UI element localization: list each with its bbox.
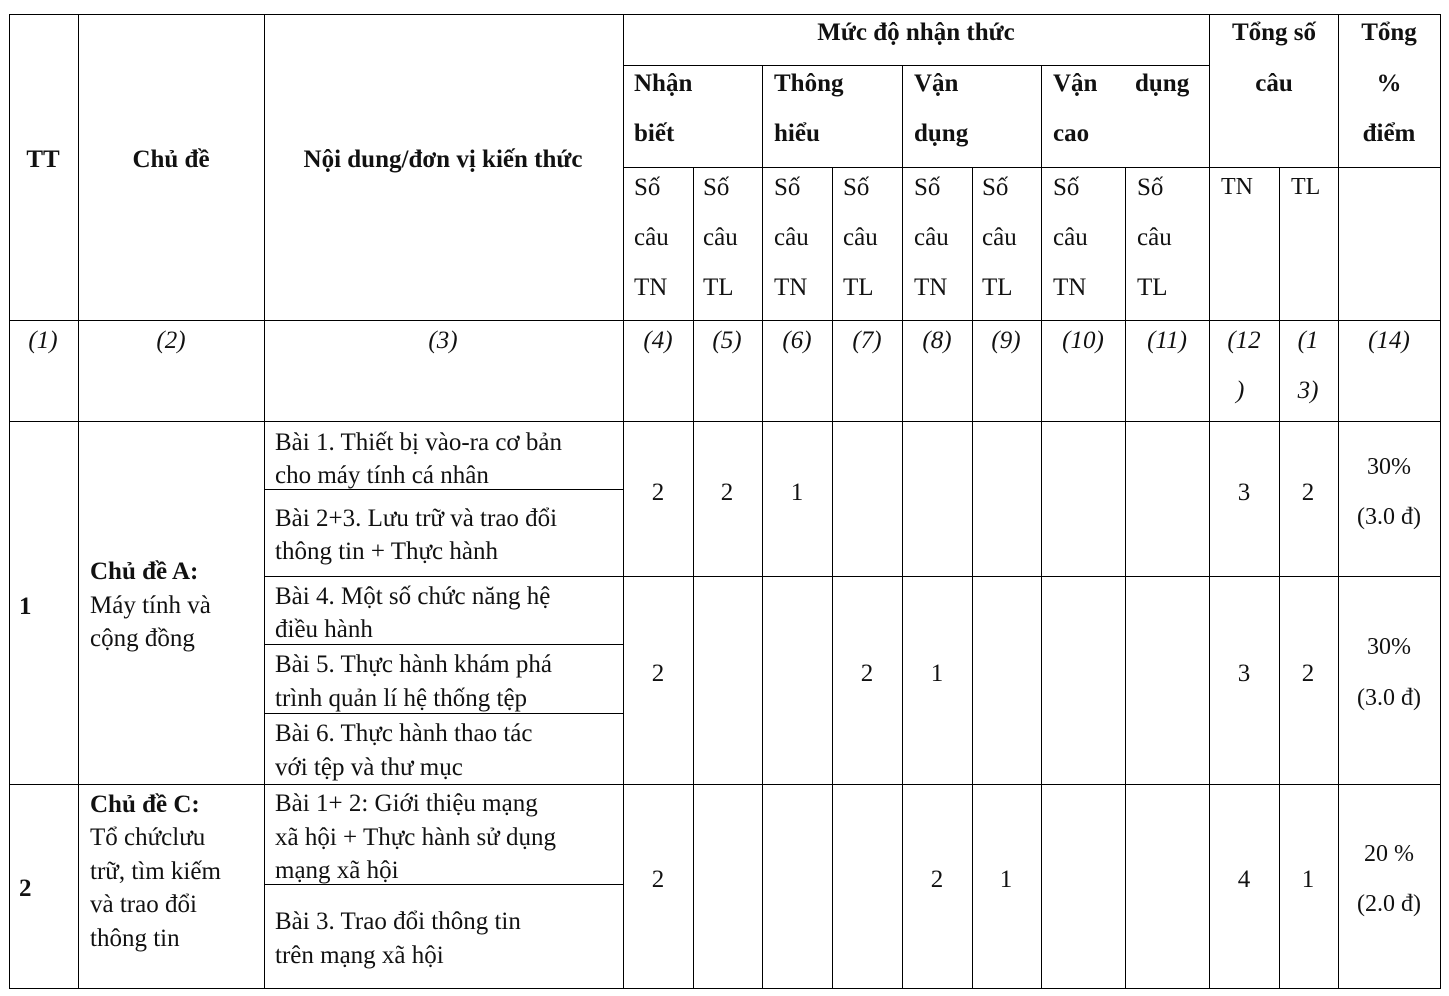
header-chu-de: Chủ đề: [132, 146, 210, 173]
lesson-line: điều hành: [275, 616, 373, 643]
topic-line: Máy tính và: [90, 592, 211, 619]
sub-vd-tl-3: TL: [982, 274, 1013, 301]
col-number: 3): [1297, 377, 1319, 404]
cell-points: (3.0 đ): [1357, 504, 1421, 530]
sub-vdc-tl-1: Số: [1137, 174, 1164, 201]
lesson-line: Bài 1+ 2: Giới thiệu mạng: [275, 790, 538, 817]
level-van-dung-cao-2: dụng: [1135, 70, 1190, 97]
topic-line: thông tin: [90, 925, 180, 952]
col-number: (12: [1227, 327, 1261, 354]
grid-line: [264, 884, 623, 885]
header-tong-pct-1: Tổng: [1361, 19, 1417, 46]
cell-value: 1: [930, 660, 944, 687]
header-tt: TT: [26, 146, 60, 173]
cell-value: 2: [651, 660, 665, 687]
grid-line: [264, 14, 265, 989]
sub-th-tn-2: câu: [774, 224, 809, 251]
level-nhan-biet-2: biết: [634, 120, 675, 147]
level-van-dung-2: dụng: [914, 120, 969, 147]
col-number: (1): [28, 327, 58, 354]
topic-line: trữ, tìm kiếm: [90, 858, 221, 885]
sub-nb-tn-3: TN: [634, 274, 668, 301]
cell-value: 3: [1237, 660, 1251, 687]
cell-percent: 30%: [1367, 634, 1411, 660]
header-tong-pct-2: %: [1376, 70, 1402, 97]
header-tong-pct-3: điểm: [1362, 120, 1416, 147]
cell-value: 3: [1237, 479, 1251, 506]
col-number: (11): [1147, 327, 1187, 354]
topic-title: Chủ đề C:: [90, 791, 200, 818]
lesson-line: Bài 6. Thực hành thao tác: [275, 720, 533, 747]
sub-nb-tn-2: câu: [634, 224, 669, 251]
grid-line: [1125, 167, 1126, 989]
level-nhan-biet-1: Nhận: [634, 70, 693, 97]
cell-value: 2: [1301, 479, 1315, 506]
sub-th-tn-1: Số: [774, 174, 801, 201]
cell-value: 2: [930, 866, 944, 893]
col-number: (7): [852, 327, 882, 354]
cell-value: 1: [999, 866, 1013, 893]
header-tong-so-cau-1: Tổng số: [1231, 19, 1317, 46]
level-thong-hieu-2: hiểu: [774, 120, 820, 147]
cell-value: 1: [790, 479, 804, 506]
sub-vdc-tn-3: TN: [1053, 274, 1087, 301]
lesson-line: trên mạng xã hội: [275, 942, 444, 969]
topic-title: Chủ đề A:: [90, 558, 199, 585]
lesson-line: xã hội + Thực hành sử dụng: [275, 824, 556, 851]
row-tt: 1: [19, 593, 32, 620]
grid-line: [623, 14, 624, 989]
sub-th-tn-3: TN: [774, 274, 808, 301]
level-van-dung-cao-3: cao: [1053, 120, 1090, 147]
col-number: (10): [1062, 327, 1104, 354]
grid-line: [9, 320, 1440, 321]
cell-points: (3.0 đ): [1357, 685, 1421, 711]
lesson-line: Bài 4. Một số chức năng hệ: [275, 583, 551, 610]
lesson-line: Bài 2+3. Lưu trữ và trao đổi: [275, 505, 558, 532]
cell-value: 2: [1301, 660, 1315, 687]
grid-line: [972, 167, 973, 989]
grid-line: [264, 713, 623, 714]
col-number: (6): [782, 327, 812, 354]
sub-th-tl-1: Số: [843, 174, 870, 201]
grid-line: [9, 784, 1440, 785]
lesson-line: trình quản lí hệ thống tệp: [275, 685, 528, 712]
col-number: (8): [922, 327, 952, 354]
grid-line: [623, 167, 1440, 168]
sub-vdc-tn-1: Số: [1053, 174, 1080, 201]
grid-line: [1440, 14, 1441, 989]
col-number: (4): [643, 327, 673, 354]
level-thong-hieu-1: Thông: [774, 70, 844, 97]
grid-line: [264, 576, 1440, 577]
header-muc-do: Mức độ nhận thức: [817, 19, 1015, 46]
lesson-line: Bài 1. Thiết bị vào-ra cơ bản: [275, 429, 562, 456]
grid-line: [693, 167, 694, 989]
lesson-line: Bài 3. Trao đổi thông tin: [275, 908, 521, 935]
sub-th-tl-2: câu: [843, 224, 878, 251]
sub-nb-tn-1: Số: [634, 174, 661, 201]
sub-vd-tl-2: câu: [982, 224, 1017, 251]
cell-value: 2: [651, 866, 665, 893]
sub-th-tl-3: TL: [843, 274, 874, 301]
sub-vd-tn-3: TN: [914, 274, 948, 301]
grid-line: [902, 65, 903, 989]
cell-value: 2: [651, 479, 665, 506]
grid-line: [623, 65, 1209, 66]
level-van-dung-1: Vận: [914, 70, 959, 97]
header-noi-dung: Nội dung/đơn vị kiến thức: [303, 146, 583, 173]
grid-line: [264, 644, 623, 645]
col-number: ): [1236, 377, 1245, 404]
grid-line: [1209, 14, 1210, 989]
col-number: (1: [1297, 327, 1319, 354]
grid-line: [264, 489, 623, 490]
cell-value: 2: [860, 660, 874, 687]
lesson-line: cho máy tính cá nhân: [275, 462, 489, 489]
sub-vdc-tn-2: câu: [1053, 224, 1088, 251]
sub-vd-tn-2: câu: [914, 224, 949, 251]
level-van-dung-cao-1: Vận: [1053, 70, 1098, 97]
cell-value: 2: [720, 479, 734, 506]
col-number: (2): [156, 327, 186, 354]
sub-vd-tn-1: Số: [914, 174, 941, 201]
grid-line: [9, 988, 1440, 989]
grid-line: [1279, 167, 1280, 989]
sub-nb-tl-3: TL: [703, 274, 734, 301]
grid-line: [9, 14, 1440, 15]
topic-line: Tổ chứclưu: [90, 824, 206, 851]
sub-nb-tl-2: câu: [703, 224, 738, 251]
grid-line: [78, 14, 79, 989]
topic-line: và trao đổi: [90, 891, 197, 918]
header-tong-so-cau-2: câu: [1255, 70, 1293, 97]
lesson-line: với tệp và thư mục: [275, 754, 463, 781]
sub-vd-tl-1: Số: [982, 174, 1009, 201]
cell-value: 4: [1237, 866, 1251, 893]
lesson-line: mạng xã hội: [275, 857, 399, 884]
col-number: (5): [712, 327, 742, 354]
lesson-line: Bài 5. Thực hành khám phá: [275, 651, 552, 678]
row-tt: 2: [19, 875, 32, 902]
grid-line: [832, 167, 833, 989]
grid-line: [1041, 65, 1042, 989]
sub-vdc-tl-3: TL: [1137, 274, 1168, 301]
sub-total-tl: TL: [1291, 174, 1321, 200]
col-number: (3): [428, 327, 458, 354]
cell-percent: 30%: [1367, 454, 1411, 480]
grid-line: [9, 421, 1440, 422]
cell-percent: 20 %: [1364, 841, 1414, 867]
topic-line: cộng đồng: [90, 625, 195, 652]
col-number: (14): [1368, 327, 1410, 354]
sub-vdc-tl-2: câu: [1137, 224, 1172, 251]
sub-total-tn: TN: [1221, 174, 1253, 200]
sub-nb-tl-1: Số: [703, 174, 730, 201]
grid-line: [1338, 14, 1339, 989]
cell-value: 1: [1301, 866, 1315, 893]
col-number: (9): [991, 327, 1021, 354]
cell-points: (2.0 đ): [1357, 891, 1421, 917]
grid-line: [762, 65, 763, 989]
grid-line: [9, 14, 10, 989]
lesson-line: thông tin + Thực hành: [275, 538, 498, 565]
